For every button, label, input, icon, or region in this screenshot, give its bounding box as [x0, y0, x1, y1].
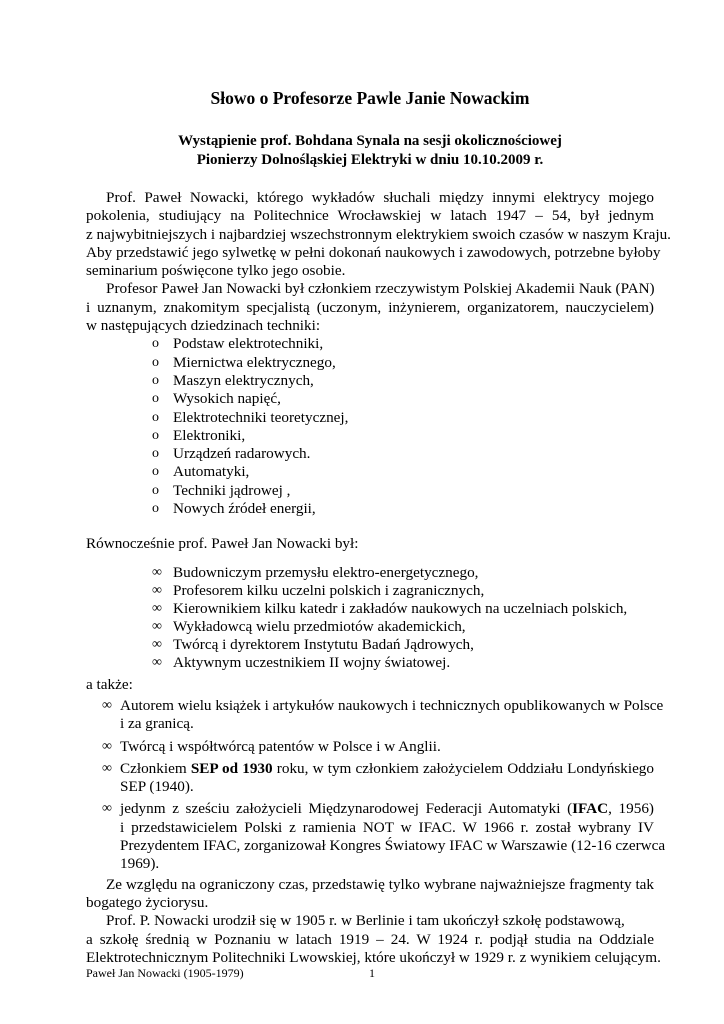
membership-paragraph — [86, 280, 654, 335]
infinity-bullet-icon: ∞ — [152, 582, 162, 598]
bold-text: od 1930 — [222, 759, 273, 777]
list-item — [152, 463, 654, 481]
list-item — [86, 760, 654, 797]
subtitle — [86, 132, 654, 170]
text-line: i przedstawicielem Polski z ramienia NOT w IFAC. W 1966 r. został wybrany IV — [120, 818, 654, 836]
text-line: Elektrotechnicznym Politechniki Lwowskiej, które ukończył w 1929 r. z wynikiem celującym. — [86, 948, 661, 966]
bullet-marker: o — [152, 446, 159, 462]
list-item-text: Elektroniki, — [173, 426, 246, 444]
text-run: , 1956) — [608, 800, 654, 818]
list-item-text: Maszyn elektrycznych, — [173, 371, 314, 389]
text-line: i za granicą. — [120, 715, 194, 733]
list-item — [152, 600, 654, 618]
infinity-bullet-icon: ∞ — [102, 760, 112, 776]
subtitle-line: Wystąpienie prof. Bohdana Synala na sesji okolicznościowej — [178, 133, 562, 149]
bullet-marker: o — [152, 501, 159, 517]
list-item — [86, 696, 664, 734]
list-item-text: Wykładowcą wielu przedmiotów akademickich, — [173, 617, 466, 635]
intro-paragraph — [86, 189, 671, 280]
list-item — [152, 618, 654, 636]
text-line: 1969). — [120, 855, 160, 873]
text-line: SEP (1940). — [120, 778, 194, 796]
infinity-bullet-icon: ∞ — [152, 654, 162, 670]
text-line: Prof. P. Nowacki urodził się w 1905 r. w Berlinie i tam ukończył szkołę podstawową, — [106, 912, 625, 930]
text-line: Autorem wielu książek i artykułów naukowych i technicznych opublikowanych w Polsce — [120, 696, 664, 714]
bold-text: IFAC — [572, 800, 609, 818]
text-line: Twórcą i współtwórcą patentów w Polsce i w Anglii. — [120, 737, 441, 755]
bullet-marker: o — [152, 482, 159, 498]
list-item — [152, 409, 654, 427]
bullet-marker: o — [152, 427, 159, 443]
bullet-marker: o — [152, 409, 159, 425]
list-item — [152, 390, 654, 408]
text-line: Ze względu na ograniczony czas, przedstawię tylko wybrane najważniejsze fragmenty tak — [106, 875, 654, 893]
list-item — [152, 582, 654, 600]
text-line: w następujących dziedzinach techniki: — [86, 317, 321, 335]
subtitle-line: Pionierzy Dolnośląskiej Elektryki w dniu 10.10.2009 r. — [196, 152, 544, 168]
roles-list — [152, 564, 654, 672]
bullet-marker: o — [152, 354, 159, 370]
list-item-text: Wysokich napięć, — [173, 390, 281, 408]
document-body — [86, 88, 671, 967]
text-line: Aby przedstawić jego sylwetkę w pełni dokonań naukowych i zawodowych, potrzebne byłoby — [86, 243, 661, 261]
text-line: pokolenia, studiujący na Politechnice Wrocławskiej w latach 1947 – 54, był jednym — [86, 207, 654, 225]
text-line: bogatego życiorysu. — [86, 893, 209, 911]
time-paragraph — [86, 876, 654, 913]
list-item — [152, 636, 654, 654]
bullet-marker: o — [152, 464, 159, 480]
text-line: a szkołę średnią w Poznaniu w latach 1919 – 24. W 1924 r. podjął studia na Oddziale — [86, 930, 654, 948]
list-item-text: Podstaw elektrotechniki, — [173, 335, 324, 353]
biography-paragraph — [86, 912, 661, 967]
list-item — [152, 654, 654, 672]
list-item-text: Profesorem kilku uczelni polskich i zagranicznych, — [173, 581, 485, 599]
list-item — [152, 445, 654, 463]
list-item-text: Automatyki, — [173, 463, 250, 481]
text-run: roku, w tym członkiem założycielem Oddziału Londyńskiego — [272, 759, 654, 777]
list-item-text: Urządzeń radarowych. — [173, 445, 311, 463]
list-item — [152, 335, 654, 353]
infinity-bullet-icon: ∞ — [102, 697, 112, 713]
bullet-marker: o — [152, 336, 159, 352]
list-item — [86, 738, 654, 756]
text-line: z najwybitniejszych i najbardziej wszechstronnym elektrykiem swoich czasów w naszym Kraju. — [86, 225, 671, 243]
text-line — [120, 800, 654, 818]
page-title: Słowo o Profesorze Pawle Janie Nowackim — [210, 88, 530, 108]
list-item-text: Techniki jądrowej , — [173, 481, 291, 499]
list-item-text: Elektrotechniki teoretycznej, — [173, 408, 349, 426]
infinity-bullet-icon: ∞ — [152, 636, 162, 652]
text-run: jedynm z sześciu założycieli Międzynarodowej Federacji Automatyki ( — [120, 800, 573, 818]
page-number: 1 — [369, 966, 375, 980]
list-item-text: Aktywnym uczestnikiem II wojny światowej. — [173, 653, 451, 671]
bullet-marker: o — [152, 372, 159, 388]
infinity-bullet-icon: ∞ — [152, 618, 162, 634]
list-item — [86, 800, 666, 873]
text-run: Członkiem — [120, 759, 191, 777]
list-item-text: Kierownikiem kilku katedr i zakładów naukowych na uczelniach polskich, — [173, 599, 628, 617]
achievements-list — [86, 696, 666, 874]
text-line: Profesor Paweł Jan Nowacki był członkiem rzeczywistym Polskiej Akademii Nauk (PAN) — [106, 280, 655, 298]
bold-text: SEP — [190, 759, 218, 777]
list-item — [152, 482, 654, 500]
list-item — [152, 354, 654, 372]
list-item-text: Budowniczym przemysłu elektro-energetycznego, — [173, 563, 479, 581]
list-item — [152, 372, 654, 390]
list-item-text: Twórcą i dyrektorem Instytutu Badań Jądrowych, — [173, 635, 474, 653]
footer-text: Paweł Jan Nowacki (1905-1979) — [86, 966, 244, 980]
fields-list — [152, 335, 654, 518]
text-line — [120, 760, 654, 778]
text-line: Prof. Paweł Nowacki, którego wykładów słuchali między innymi elektrycy mojego — [106, 189, 654, 206]
list-item — [152, 564, 654, 582]
list-item — [152, 500, 654, 518]
simultaneously-heading: Równocześnie prof. Paweł Jan Nowacki był: — [86, 535, 359, 553]
infinity-bullet-icon: ∞ — [102, 738, 112, 754]
text-line: i uznanym, znakomitym specjalistą (uczonym, inżynierem, organizatorem, nauczycielem) — [86, 298, 654, 316]
infinity-bullet-icon: ∞ — [102, 801, 112, 817]
infinity-bullet-icon: ∞ — [152, 600, 162, 616]
text-line: seminarium poświęcone tylko jego osobie. — [86, 262, 346, 280]
list-item — [152, 427, 654, 445]
list-item-text: Miernictwa elektrycznego, — [173, 353, 336, 371]
text-line: Prezydentem IFAC, zorganizował Kongres Światowy IFAC w Warszawie (12-16 czerwca — [120, 837, 666, 855]
bullet-marker: o — [152, 391, 159, 407]
infinity-bullet-icon: ∞ — [152, 564, 162, 580]
also-heading: a także: — [86, 675, 133, 693]
list-item-text: Nowych źródeł energii, — [173, 500, 316, 518]
